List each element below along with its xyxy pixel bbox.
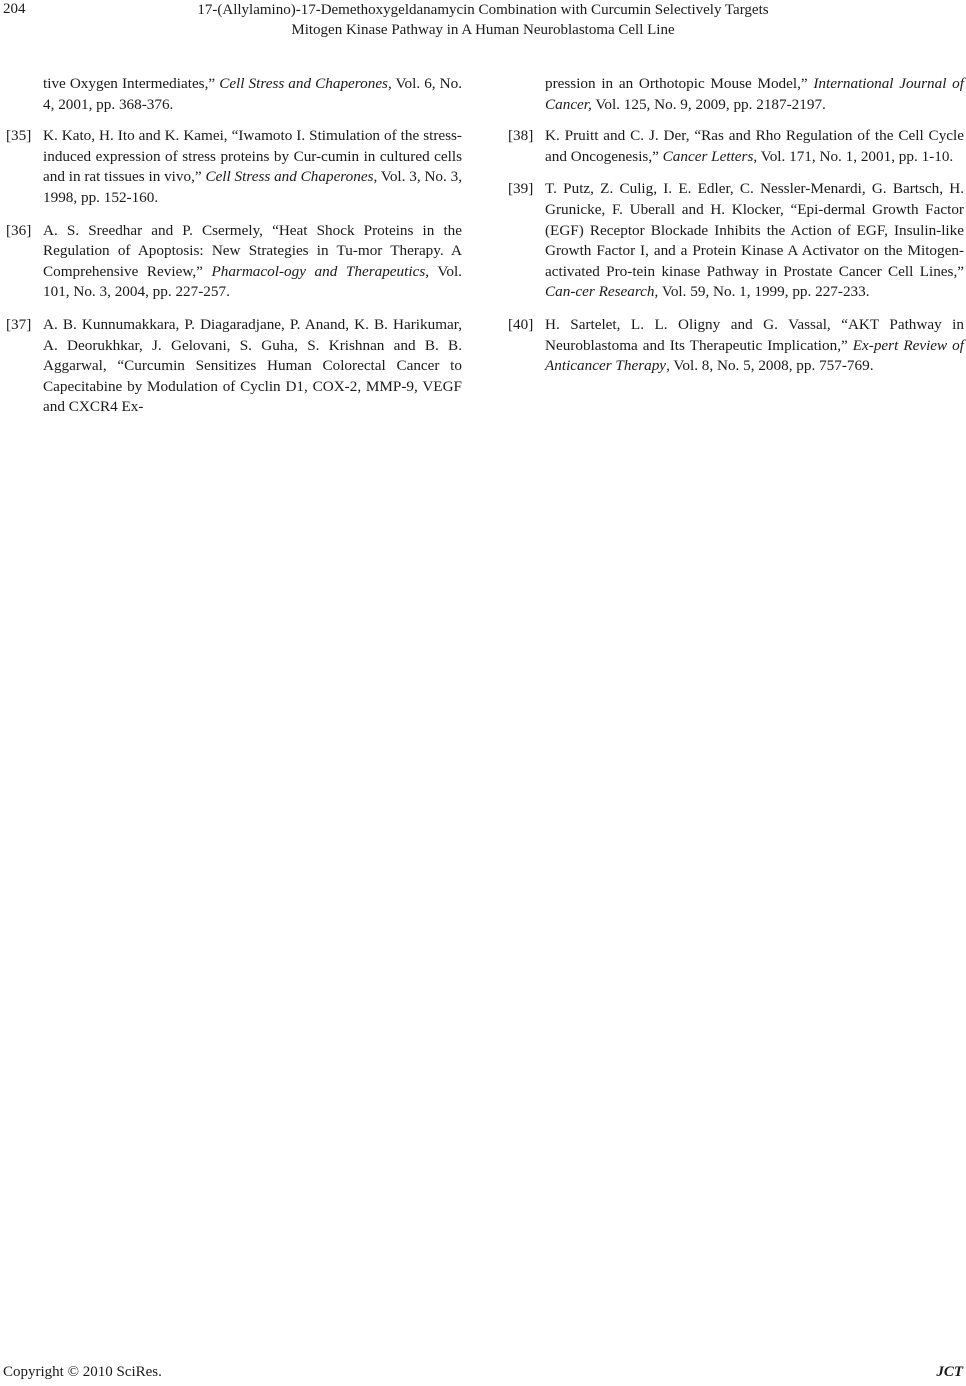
reference-continuation: tive Oxygen Intermediates,” Cell Stress and Chaperones, Vol. 6, No. 4, 2001, pp. 368-376. [43, 75, 463, 113]
left-column [6, 74, 462, 430]
journal-name: Pharmacol-ogy and Therapeutics [211, 262, 426, 280]
reference-35: [35] K. Kato, H. Ito and K. Kamei, “Iwamoto I. Stimulation of the stress-induced expression of stress proteins by Cur-cumin in cultured cells and in rat tissues in vivo,” Cell Stress and Chaperones, Vol. 3, No. 3, 1998, pp. 152-160. [6, 127, 462, 206]
reference-number: [38] [508, 127, 534, 145]
running-title-line-1: 17-(Allylamino)-17-Demethoxygeldanamycin Combination with Curcumin Selectively Targets [197, 2, 769, 18]
journal-name: Can-cer Research [545, 283, 655, 301]
reference-36: [36] A. S. Sreedhar and P. Csermely, “Heat Shock Proteins in the Regulation of Apoptosis: New Strategies in Tu-mor Therapy. A Comprehensive Review,” Pharmacol-ogy and Therapeutics, Vol. 101, No. 3, 2004, pp. 227-257. [6, 221, 462, 301]
reference-number: [36] [6, 221, 32, 239]
journal-name: Cell Stress and Chaperones [205, 168, 374, 186]
reference-number: [40] [508, 315, 534, 333]
journal-name: International Journal of Cancer, [545, 75, 964, 113]
reference-40: [40] H. Sartelet, L. L. Oligny and G. Vassal, “AKT Pathway in Neuroblastoma and Its Therapeutic Implication,” Ex-pert Review of Anticancer Therapy, Vol. 8, No. 5, 2008, pp. 757-769. [508, 315, 964, 375]
journal-name: Cancer Letters [662, 147, 754, 165]
running-title-line-2: Mitogen Kinase Pathway in A Human Neuroblastoma Cell Line [291, 22, 675, 38]
reference-number: [37] [6, 315, 32, 333]
footer-copyright: Copyright © 2010 SciRes. [3, 1364, 162, 1380]
journal-name: Cell Stress and Chaperones [219, 75, 388, 92]
reference-number: [35] [6, 127, 32, 145]
page-number: 204 [3, 1, 26, 17]
reference-37: [37] A. B. Kunnumakkara, P. Diagaradjane, P. Anand, K. B. Harikumar, A. Deorukhkar, J. Gelovani, S. Guha, S. Krishnan and B. B. Aggarwal, “Curcumin Sensitizes Human Colorectal Cancer to Capecitabine by Modulation of Cyclin D1, COX-2, MMP-9, VEGF and CXCR4 Ex- [6, 315, 462, 416]
reference-38: [38] K. Pruitt and C. J. Der, “Ras and Rho Regulation of the Cell Cycle and Oncogenesis,” Cancer Letters, Vol. 171, No. 1, 2001, pp. 1-10. [508, 127, 964, 165]
right-column [508, 74, 964, 389]
reference-39: [39] T. Putz, Z. Culig, I. E. Edler, C. Nessler-Menardi, G. Bartsch, H. Grunicke, F. Uberall and H. Klocker, “Epi-dermal Growth Factor (EGF) Receptor Blockade Inhibits the Action of EGF, Insulin-like Growth Factor I, and a Protein Kinase A Activator on the Mitogen-activated Pro-tein kinase Pathway in Prostate Cancer Cell Lines,” Can-cer Research, Vol. 59, No. 1, 1999, pp. 227-233. [508, 180, 964, 301]
reference-continuation: pression in an Orthotopic Mouse Model,” International Journal of Cancer, Vol. 125, No. 9, 2009, pp. 2187-2197. [545, 75, 964, 113]
footer-journal-abbrev: JCT [936, 1364, 963, 1380]
journal-name: Ex-pert Review of Anticancer Therapy [545, 336, 964, 375]
reference-number: [39] [508, 180, 534, 198]
running-title [120, 0, 846, 40]
